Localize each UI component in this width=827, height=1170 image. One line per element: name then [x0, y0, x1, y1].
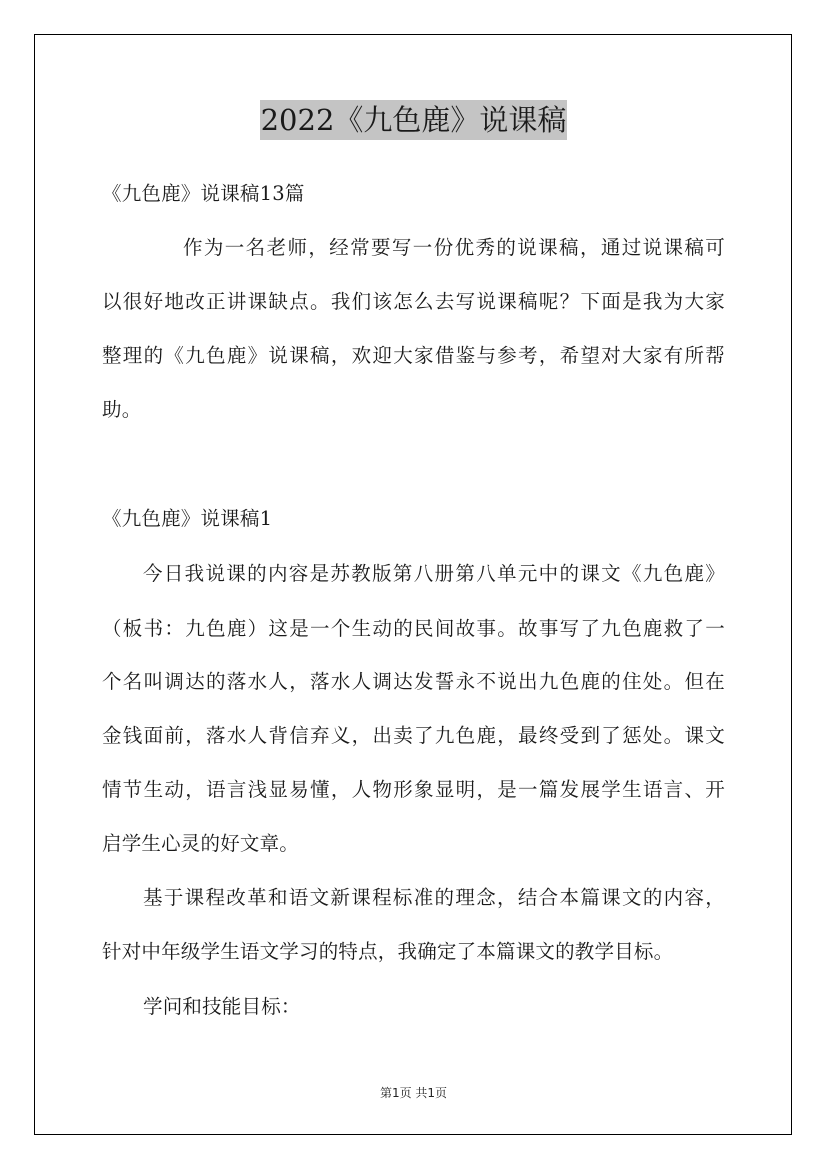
page-footer: 第1页 共1页 — [379, 1086, 448, 1100]
intro-line: 整理的《九色鹿》说课稿，欢迎大家借鉴与参考，希望对大家有所帮 — [102, 344, 725, 367]
paragraph-line: 针对中年级学生语文学习的特点，我确定了本篇课文的教学目标。 — [102, 940, 674, 963]
intro-line: 以很好地改正讲课缺点。我们该怎么去写说课稿呢？下面是我为大家 — [102, 290, 725, 313]
title-wrap — [0, 100, 827, 140]
paragraph-line: （板书：九色鹿）这是一个生动的民间故事。故事写了九色鹿救了一 — [102, 617, 725, 640]
document-subtitle: 《九色鹿》说课稿13篇 — [102, 182, 305, 205]
paragraph-line: 今日我说课的内容是苏教版第八册第八单元中的课文《九色鹿》 — [143, 562, 725, 585]
intro-line: 作为一名老师，经常要写一份优秀的说课稿，通过说课稿可 — [183, 236, 725, 259]
paragraph-line: 情节生动，语言浅显易懂，人物形象显明，是一篇发展学生语言、开 — [102, 778, 725, 801]
paragraph-line: 基于课程改革和语文新课程标准的理念，结合本篇课文的内容， — [143, 886, 725, 909]
section-heading: 《九色鹿》说课稿1 — [102, 507, 273, 530]
paragraph-line: 个名叫调达的落水人，落水人调达发誓永不说出九色鹿的住处。但在 — [102, 670, 725, 693]
paragraph-line: 金钱面前，落水人背信弃义，出卖了九色鹿，最终受到了惩处。课文 — [102, 724, 725, 747]
paragraph-line: 启学生心灵的好文章。 — [102, 832, 300, 855]
paragraph-line: 学问和技能目标： — [143, 995, 301, 1018]
document-title: 2022《九色鹿》说课稿 — [260, 100, 568, 140]
intro-line: 助。 — [102, 398, 142, 421]
